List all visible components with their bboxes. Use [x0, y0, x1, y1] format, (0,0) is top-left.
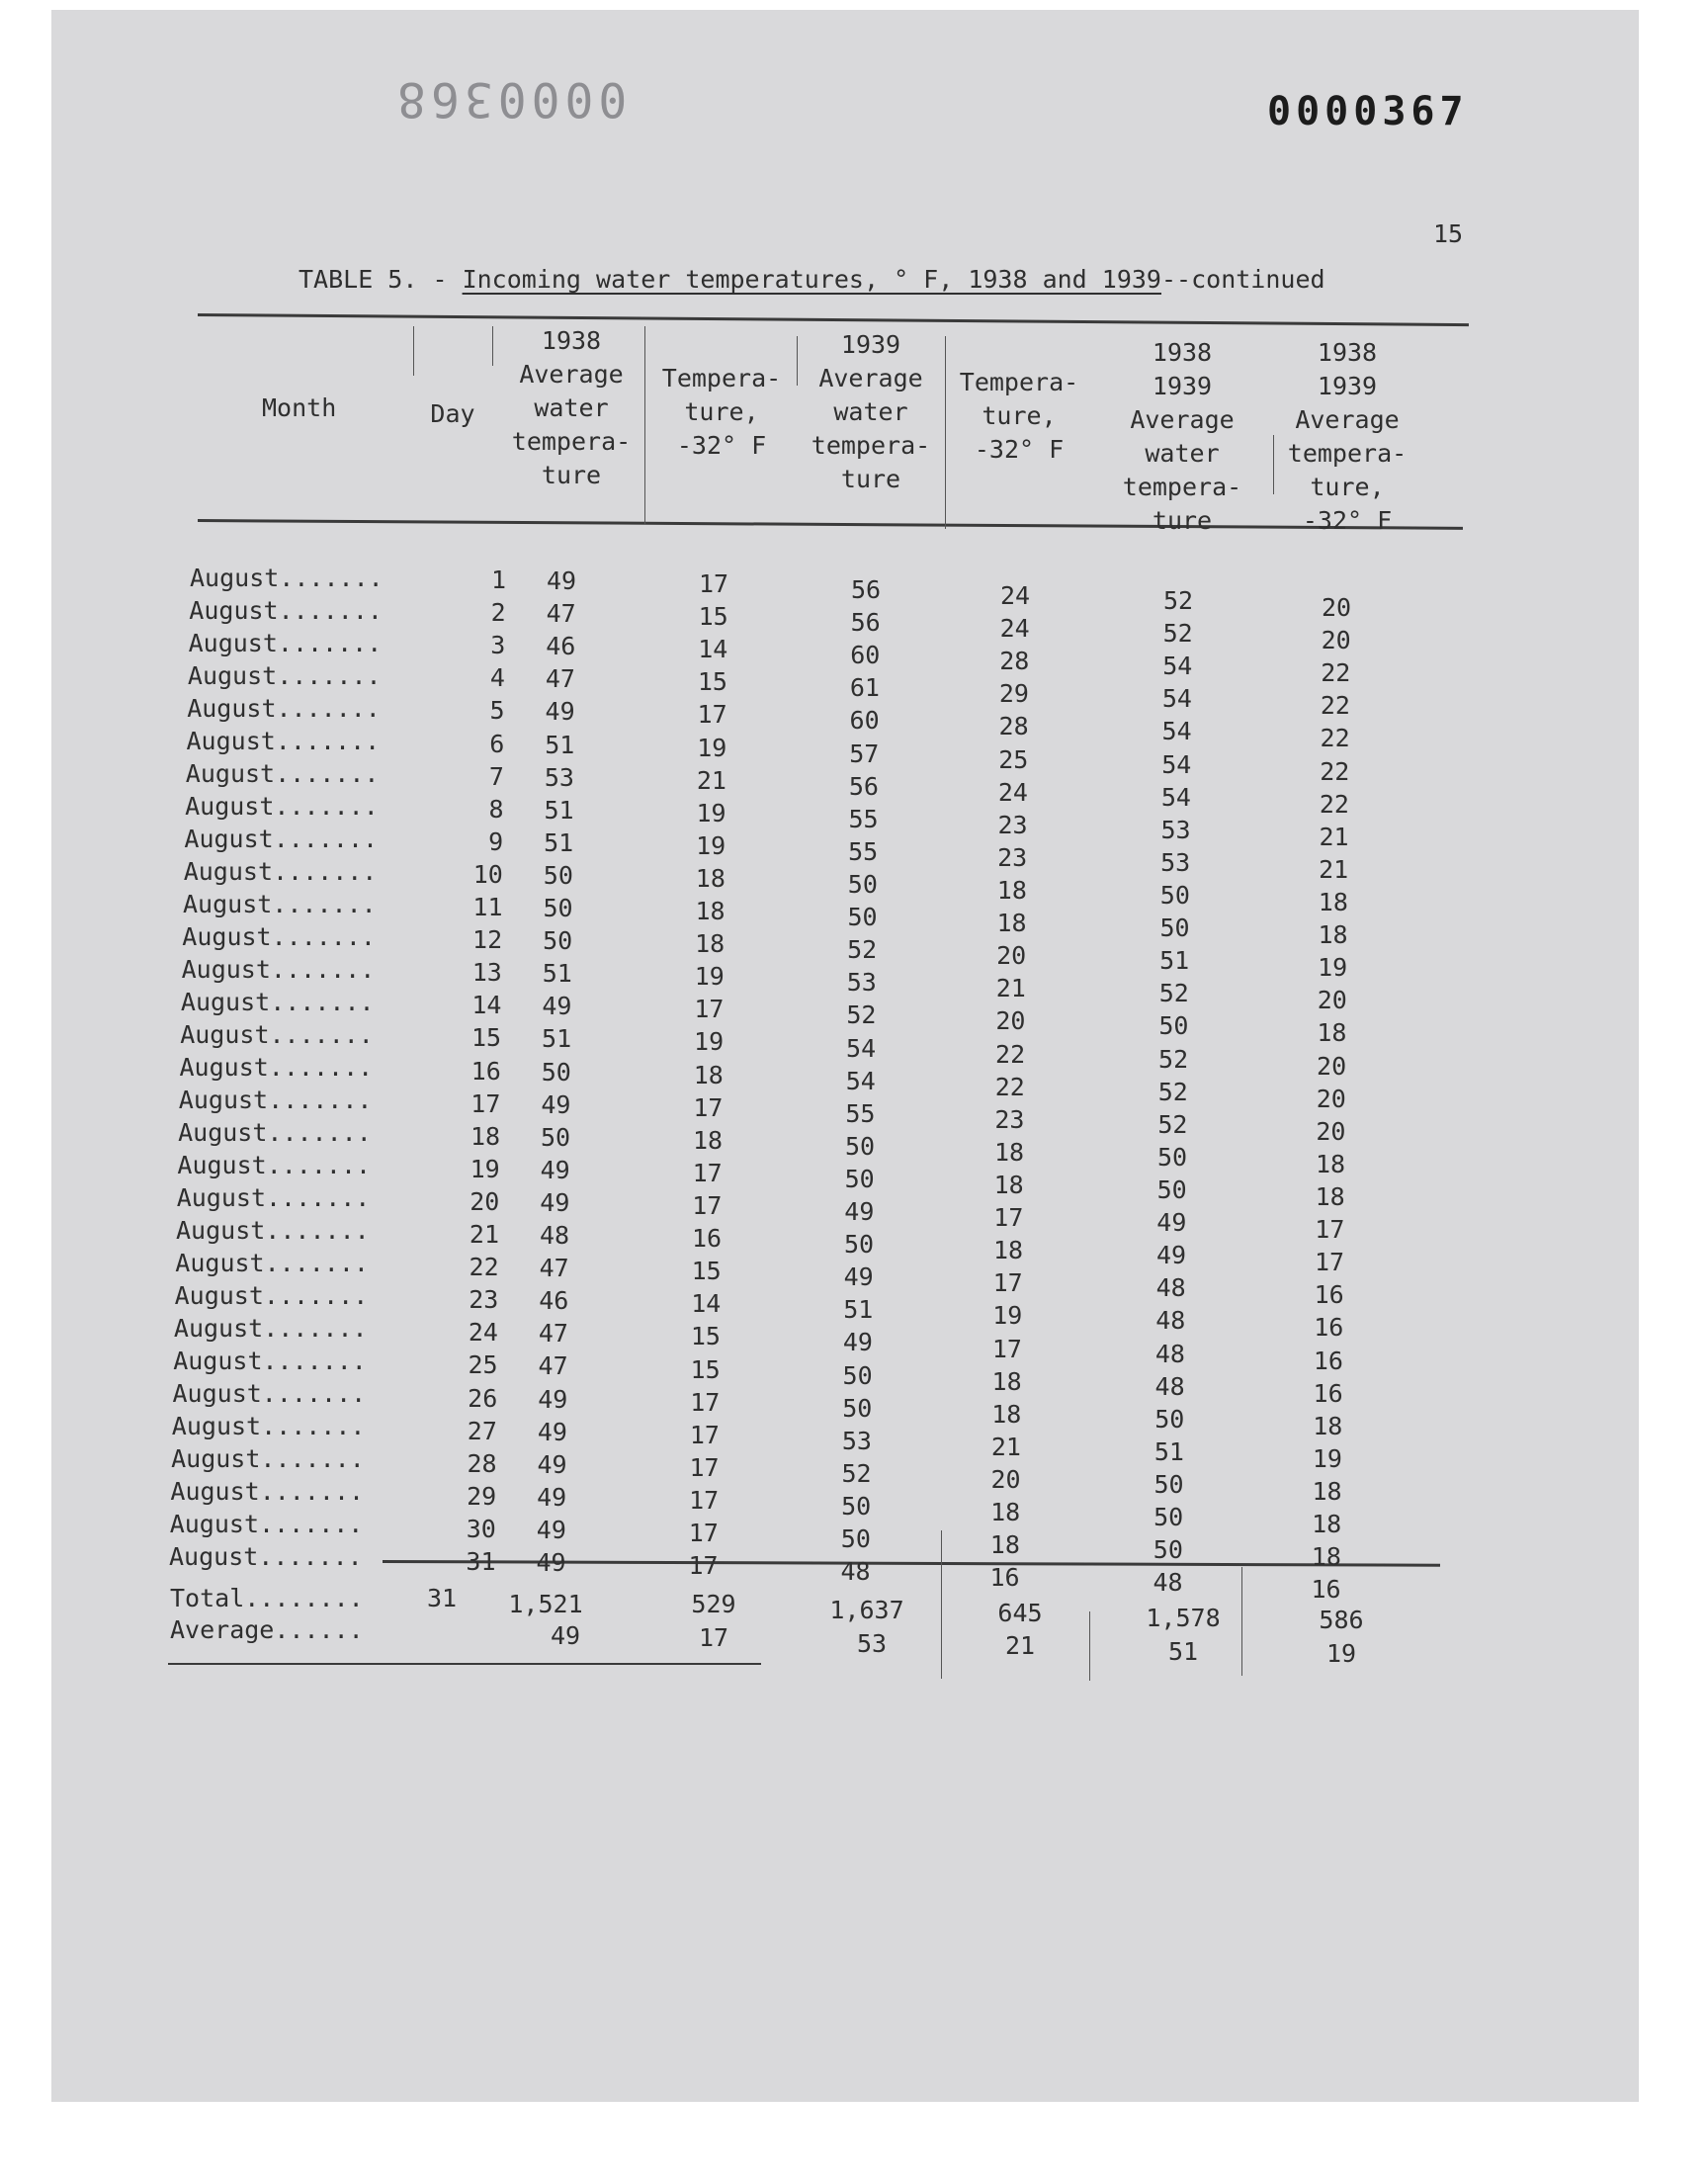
row-month: August....... — [187, 694, 381, 723]
row-day: 19 — [470, 1154, 500, 1183]
total-1939-average: 1,637 — [829, 1596, 904, 1624]
row-value: 19 — [1312, 1443, 1342, 1473]
row-value: 17 — [689, 1485, 720, 1515]
row-value: 53 — [544, 762, 574, 792]
row-month: August....... — [175, 1249, 369, 1277]
row-value: 49 — [542, 992, 572, 1021]
row-month: August....... — [179, 1053, 374, 1082]
row-value: 18 — [993, 1170, 1024, 1199]
row-value: 22 — [995, 1039, 1026, 1069]
row-value: 19 — [694, 962, 725, 992]
row-value: 53 — [841, 1426, 872, 1455]
row-value: 18 — [1311, 1542, 1341, 1572]
row-value: 51 — [544, 827, 574, 857]
row-value: 56 — [850, 608, 881, 638]
row-value: 50 — [1158, 1011, 1189, 1041]
row-day: 17 — [470, 1088, 501, 1118]
total-1938-temperature: 529 — [691, 1590, 736, 1618]
header-1939-average: 1939 Average water tempera- ture — [811, 330, 931, 493]
row-value: 21 — [995, 974, 1026, 1003]
total-both-average: 1,578 — [1146, 1604, 1221, 1632]
row-value: 17 — [993, 1203, 1024, 1233]
row-month: August....... — [187, 661, 382, 690]
row-value: 51 — [1153, 1436, 1184, 1466]
row-value: 19 — [694, 1027, 725, 1057]
row-value: 17 — [1314, 1248, 1345, 1277]
row-value: 47 — [539, 1254, 569, 1283]
row-value: 18 — [1313, 1411, 1343, 1440]
row-value: 18 — [989, 1530, 1020, 1560]
row-value: 47 — [538, 1319, 568, 1348]
row-value: 50 — [841, 1492, 872, 1522]
header-both-temperature: 1938 1939 Average tempera- ture, -32° F — [1287, 338, 1408, 535]
row-value: 16 — [1313, 1346, 1343, 1375]
row-value: 18 — [1315, 1182, 1345, 1212]
row-value: 22 — [1320, 724, 1350, 753]
row-value: 21 — [1319, 822, 1349, 851]
row-value: 48 — [1154, 1371, 1185, 1401]
row-value: 18 — [1318, 920, 1348, 950]
row-value: 19 — [696, 830, 726, 860]
row-value: 23 — [994, 1104, 1025, 1134]
row-value: 52 — [846, 1000, 877, 1030]
row-month: August....... — [170, 1477, 365, 1506]
row-value: 24 — [997, 777, 1028, 807]
row-day: 10 — [472, 859, 503, 889]
column-divider — [413, 326, 414, 376]
row-value: 50 — [1159, 914, 1190, 943]
table-title — [299, 265, 1325, 294]
row-month: August....... — [182, 922, 376, 951]
row-value: 47 — [546, 599, 576, 629]
row-value: 49 — [843, 1262, 874, 1292]
row-value: 60 — [849, 706, 880, 736]
row-value: 53 — [1160, 815, 1191, 844]
row-value: 51 — [544, 795, 574, 825]
row-value: 52 — [1162, 586, 1194, 615]
row-value: 28 — [998, 712, 1029, 741]
row-value: 46 — [539, 1286, 569, 1316]
row-value: 19 — [696, 798, 726, 827]
row-value: 28 — [999, 647, 1030, 676]
row-value: 17 — [688, 1519, 719, 1548]
row-value: 50 — [847, 903, 878, 932]
header-1939-temperature: Tempera- ture, -32° F — [959, 368, 1079, 464]
row-value: 17 — [689, 1420, 720, 1449]
row-value: 16 — [691, 1224, 723, 1254]
row-value: 21 — [1319, 854, 1349, 884]
row-value: 18 — [1317, 1018, 1347, 1048]
row-value: 18 — [992, 1236, 1024, 1265]
average-both-temperature: 19 — [1325, 1639, 1357, 1668]
row-value: 55 — [848, 804, 879, 833]
row-value: 47 — [538, 1351, 568, 1381]
row-value: 51 — [542, 1024, 572, 1054]
row-value: 46 — [546, 632, 576, 661]
average-1938-temperature: 17 — [698, 1623, 729, 1652]
row-month: August....... — [177, 1151, 372, 1179]
row-month: August....... — [186, 727, 381, 755]
row-day: 6 — [489, 729, 505, 758]
row-value: 49 — [537, 1449, 567, 1479]
row-value: 17 — [692, 1191, 723, 1220]
row-value: 51 — [542, 959, 572, 989]
row-value: 49 — [545, 697, 575, 727]
total-1939-temperature: 645 — [997, 1599, 1043, 1627]
row-value: 51 — [545, 730, 575, 759]
header-month: Month — [262, 393, 337, 422]
table-title-prefix: TABLE 5. - — [299, 265, 463, 294]
row-value: 19 — [992, 1301, 1023, 1331]
row-day: 22 — [469, 1253, 499, 1282]
row-day: 12 — [472, 925, 503, 955]
row-value: 22 — [1319, 789, 1349, 819]
column-divider — [1089, 1611, 1090, 1681]
row-day: 16 — [470, 1056, 501, 1086]
row-value: 50 — [1156, 1142, 1188, 1172]
row-day: 1 — [490, 566, 506, 594]
row-value: 50 — [540, 1122, 571, 1152]
row-month: August....... — [169, 1510, 364, 1538]
row-value: 49 — [842, 1328, 873, 1357]
row-value: 18 — [1315, 1149, 1346, 1178]
row-value: 49 — [844, 1197, 875, 1227]
row-day: 25 — [468, 1350, 498, 1380]
row-day: 4 — [489, 663, 505, 693]
row-day: 21 — [469, 1220, 499, 1249]
row-value: 18 — [692, 1125, 724, 1155]
row-value: 17 — [690, 1387, 721, 1417]
row-value: 50 — [840, 1524, 871, 1554]
row-value: 52 — [1157, 1109, 1188, 1139]
row-month: August....... — [185, 759, 380, 788]
row-day: 29 — [467, 1481, 497, 1511]
row-value: 55 — [845, 1098, 876, 1128]
total-1938-average: 1,521 — [508, 1590, 583, 1618]
row-value: 22 — [1321, 658, 1351, 688]
row-value: 17 — [991, 1334, 1022, 1363]
header-both-average: 1938 1939 Average water tempera- ture — [1122, 338, 1242, 535]
row-value: 20 — [1317, 986, 1347, 1015]
row-value: 55 — [848, 836, 879, 866]
row-value: 25 — [998, 744, 1029, 774]
table-title-main: Incoming water temperatures, ° F, 1938 and 1939 — [462, 265, 1161, 294]
row-value: 50 — [1159, 880, 1190, 910]
row-value: 50 — [844, 1131, 876, 1161]
row-day: 14 — [471, 991, 502, 1020]
row-value: 18 — [990, 1498, 1021, 1527]
row-value: 50 — [543, 860, 573, 890]
row-value: 19 — [697, 733, 727, 762]
row-day: 27 — [467, 1416, 497, 1445]
row-value: 14 — [691, 1289, 722, 1319]
document-page — [51, 10, 1639, 2102]
row-value: 52 — [1158, 979, 1189, 1008]
row-day: 5 — [489, 696, 505, 726]
row-value: 18 — [695, 897, 726, 926]
row-day: 24 — [468, 1318, 498, 1348]
average-1939-average: 53 — [856, 1629, 888, 1658]
row-value: 24 — [999, 581, 1031, 610]
row-value: 17 — [692, 1158, 723, 1187]
row-day: 26 — [468, 1383, 498, 1413]
row-value: 52 — [1157, 1077, 1188, 1106]
row-month: August....... — [180, 1020, 374, 1049]
average-1939-temperature: 21 — [1004, 1631, 1036, 1660]
row-month: August....... — [178, 1118, 372, 1147]
row-value: 53 — [1160, 847, 1191, 877]
row-value: 48 — [1154, 1339, 1185, 1368]
row-value: 48 — [539, 1221, 570, 1251]
row-value: 24 — [999, 614, 1030, 644]
row-value: 15 — [697, 667, 727, 697]
row-value: 15 — [691, 1257, 722, 1286]
row-value: 17 — [689, 1452, 720, 1482]
row-day: 30 — [466, 1514, 496, 1543]
row-value: 23 — [997, 810, 1028, 839]
row-value: 19 — [1318, 953, 1348, 983]
faded-stamp-number: 0000368 — [392, 71, 628, 127]
row-day: 2 — [490, 598, 506, 628]
row-value: 29 — [998, 679, 1029, 709]
average-1938-average: 49 — [550, 1621, 581, 1650]
row-value: 49 — [536, 1516, 566, 1545]
row-day: 18 — [470, 1121, 501, 1151]
row-value: 17 — [693, 1092, 724, 1122]
row-value: 54 — [1162, 652, 1193, 681]
table-title-suffix: --continued — [1161, 265, 1325, 294]
row-day: 28 — [467, 1448, 497, 1478]
row-value: 49 — [536, 1548, 566, 1578]
row-value: 49 — [1156, 1208, 1187, 1238]
row-value: 56 — [850, 575, 882, 604]
row-month: August....... — [171, 1444, 365, 1473]
row-day: 13 — [471, 958, 502, 988]
total-day: 31 — [426, 1584, 458, 1612]
row-value: 48 — [1155, 1306, 1186, 1336]
row-value: 23 — [997, 842, 1028, 872]
row-value: 61 — [849, 673, 880, 703]
row-value: 54 — [846, 1033, 877, 1063]
row-value: 50 — [847, 869, 878, 899]
row-value: 20 — [1317, 1051, 1347, 1081]
row-value: 56 — [848, 771, 879, 801]
row-value: 14 — [698, 635, 728, 664]
row-value: 22 — [994, 1072, 1025, 1101]
row-value: 49 — [540, 1187, 570, 1217]
row-month: August....... — [190, 564, 384, 592]
row-value: 16 — [1314, 1313, 1344, 1343]
row-value: 49 — [541, 1089, 571, 1119]
row-month: August....... — [169, 1542, 363, 1571]
row-month: August....... — [173, 1347, 367, 1375]
row-value: 20 — [996, 941, 1027, 971]
row-value: 50 — [842, 1393, 873, 1423]
row-value: 18 — [1318, 888, 1348, 916]
row-value: 50 — [543, 926, 573, 956]
row-value: 18 — [1312, 1510, 1342, 1539]
row-value: 49 — [546, 566, 577, 595]
header-1938-average: 1938 Average water tempera- ture — [511, 326, 632, 489]
row-value: 50 — [844, 1164, 875, 1193]
row-day: 8 — [488, 794, 504, 824]
average-both-average: 51 — [1167, 1637, 1199, 1666]
row-value: 49 — [537, 1417, 567, 1446]
row-value: 50 — [1154, 1404, 1185, 1434]
row-value: 54 — [1161, 684, 1192, 714]
row-value: 52 — [847, 935, 878, 965]
row-value: 52 — [1162, 619, 1193, 649]
row-value: 48 — [1153, 1568, 1183, 1598]
row-month: August....... — [174, 1281, 369, 1310]
row-value: 50 — [541, 1057, 571, 1087]
table-top-rule — [198, 313, 1469, 326]
row-value: 18 — [991, 1366, 1022, 1396]
row-month: August....... — [181, 955, 376, 984]
row-value: 60 — [850, 641, 881, 670]
row-value: 18 — [1312, 1477, 1342, 1507]
row-value: 54 — [1161, 749, 1192, 779]
row-value: 50 — [842, 1360, 873, 1390]
row-day: 23 — [469, 1285, 499, 1315]
row-day: 9 — [488, 826, 504, 856]
row-value: 22 — [1320, 756, 1350, 786]
row-value: 50 — [543, 894, 573, 923]
row-value: 16 — [1313, 1378, 1343, 1408]
row-value: 54 — [1160, 782, 1191, 812]
row-value: 20 — [1321, 626, 1351, 655]
row-month: August....... — [183, 857, 378, 886]
row-month: August....... — [188, 629, 383, 657]
row-month: August....... — [176, 1216, 370, 1245]
row-value: 18 — [991, 1399, 1022, 1429]
row-month: August....... — [180, 988, 375, 1016]
header-1938-temperature: Tempera- ture, -32° F — [661, 364, 782, 460]
row-value: 49 — [538, 1384, 568, 1414]
row-value: 17 — [694, 995, 725, 1024]
row-value: 17 — [1315, 1215, 1345, 1245]
row-value: 49 — [1155, 1241, 1187, 1270]
row-month: August....... — [189, 596, 383, 625]
row-value: 54 — [845, 1066, 876, 1095]
column-divider — [941, 1530, 942, 1679]
row-value: 20 — [1316, 1084, 1346, 1113]
row-value: 54 — [1161, 717, 1192, 746]
row-value: 15 — [698, 602, 728, 632]
total-both-temperature: 586 — [1319, 1606, 1364, 1634]
row-value: 50 — [1153, 1469, 1184, 1499]
row-month: August....... — [172, 1379, 367, 1408]
row-day: 20 — [470, 1186, 500, 1216]
row-value: 53 — [846, 968, 877, 998]
row-month: August....... — [176, 1183, 371, 1212]
row-value: 18 — [996, 909, 1027, 938]
row-value: 20 — [990, 1464, 1021, 1494]
row-value: 17 — [698, 569, 729, 598]
row-value: 16 — [1314, 1280, 1344, 1310]
row-value: 57 — [849, 739, 880, 768]
row-value: 21 — [990, 1432, 1021, 1461]
row-value: 20 — [1316, 1116, 1346, 1146]
row-day: 3 — [490, 631, 506, 660]
average-underline-rule — [168, 1663, 761, 1665]
row-value: 18 — [993, 1137, 1025, 1167]
row-value: 18 — [996, 875, 1027, 905]
row-value: 15 — [690, 1322, 721, 1351]
row-month: August....... — [178, 1086, 373, 1114]
row-day: 7 — [488, 761, 504, 791]
row-month: August....... — [184, 825, 379, 853]
row-value: 21 — [696, 765, 726, 795]
stamp-number: 0000367 — [1267, 89, 1469, 134]
average-label: Average...... — [170, 1615, 364, 1644]
row-value: 50 — [1153, 1535, 1183, 1565]
row-value: 51 — [843, 1295, 874, 1325]
row-value: 50 — [1156, 1174, 1187, 1204]
row-value: 18 — [693, 1060, 724, 1089]
row-value: 16 — [1311, 1575, 1341, 1605]
row-value: 48 — [1155, 1273, 1186, 1303]
row-value: 48 — [840, 1557, 871, 1587]
row-month: August....... — [173, 1314, 368, 1343]
row-day: 31 — [466, 1547, 496, 1576]
row-value: 18 — [695, 863, 726, 893]
row-value: 17 — [697, 700, 727, 730]
row-value: 47 — [545, 664, 575, 694]
row-day: 11 — [472, 893, 503, 921]
row-value: 15 — [690, 1354, 721, 1384]
row-value: 52 — [1158, 1044, 1189, 1074]
row-value: 17 — [688, 1551, 719, 1581]
row-value: 49 — [537, 1482, 567, 1512]
row-value: 16 — [989, 1563, 1020, 1593]
row-value: 49 — [540, 1155, 570, 1184]
row-value: 50 — [1153, 1503, 1184, 1532]
row-month: August....... — [171, 1412, 366, 1440]
row-month: August....... — [183, 890, 377, 918]
row-value: 52 — [841, 1458, 872, 1488]
row-value: 18 — [695, 929, 726, 959]
header-day: Day — [430, 399, 475, 428]
page-number: 15 — [1433, 219, 1464, 248]
row-value: 17 — [992, 1268, 1023, 1298]
total-label: Total........ — [170, 1584, 364, 1612]
row-value: 50 — [843, 1230, 875, 1260]
row-value: 51 — [1159, 946, 1190, 976]
row-value: 22 — [1320, 691, 1350, 721]
row-value: 20 — [995, 1006, 1026, 1036]
row-day: 15 — [470, 1023, 502, 1053]
row-month: August....... — [185, 792, 379, 821]
row-value: 20 — [1321, 593, 1352, 622]
